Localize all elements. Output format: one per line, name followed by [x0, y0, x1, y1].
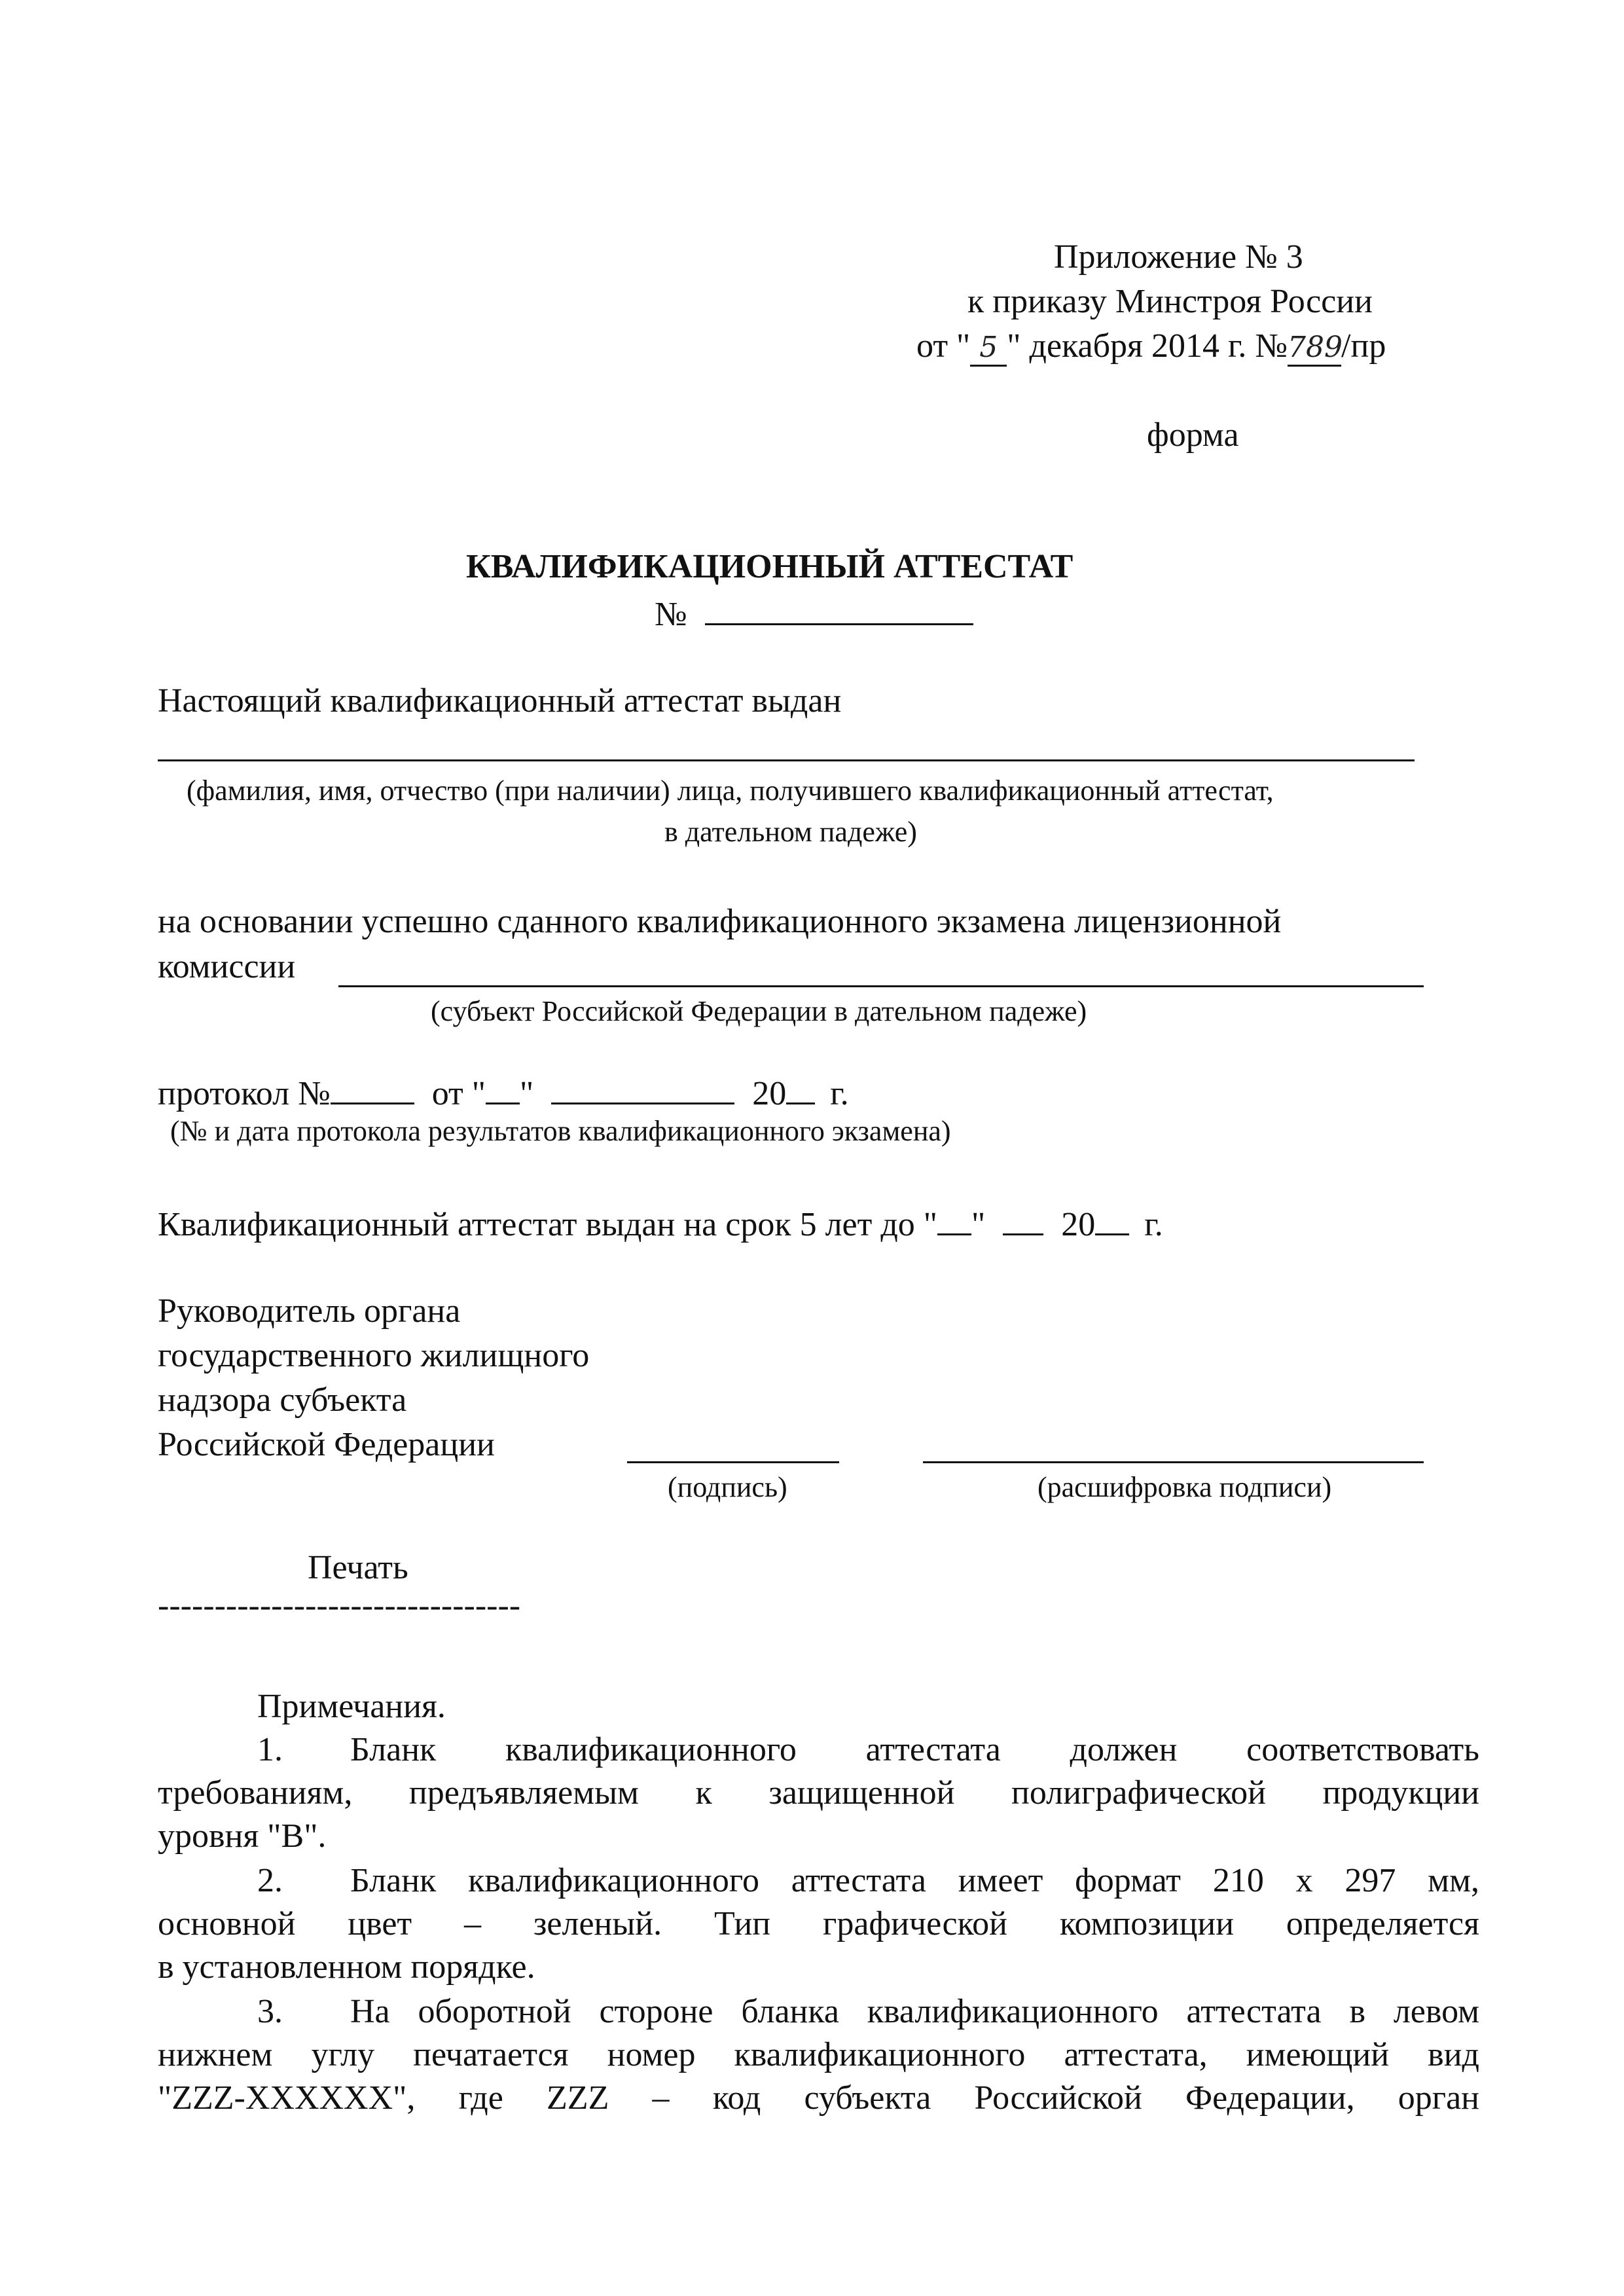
- order-number-handwritten: 789: [1288, 331, 1341, 367]
- document-title: КВАЛИФИКАЦИОННЫЙ АТТЕСТАТ: [466, 548, 1074, 585]
- basis-line1: на основании успешно сданного квалификационного экзамена лицензионной: [158, 903, 1282, 940]
- stamp-label: Печать: [308, 1549, 408, 1586]
- appendix-label: Приложение № 3: [1054, 238, 1303, 276]
- validity-year-blank: [1095, 1201, 1129, 1235]
- order-reference: к приказу Минстроя России: [967, 283, 1373, 320]
- validity-year-suffix: г.: [1144, 1206, 1163, 1243]
- note-3-number: 3.: [257, 1993, 283, 2030]
- note-2-line1: Бланк квалификационного аттестата имеет формат 210 x 297 мм,: [350, 1862, 1479, 1899]
- protocol-from-label: от ": [431, 1075, 486, 1112]
- order-date-prefix: от ": [916, 327, 971, 365]
- protocol-hint: (№ и дата протокола результатов квалификационного экзамена): [170, 1115, 951, 1147]
- protocol-day-blank: [486, 1070, 520, 1104]
- note-3-line2: нижнем углу печатается номер квалификационного аттестата, имеющий вид: [158, 2036, 1479, 2073]
- protocol-number-label: протокол №: [158, 1075, 331, 1112]
- protocol-number-blank: [331, 1070, 414, 1104]
- signatory-line1: Руководитель органа: [158, 1292, 461, 1330]
- protocol-line: [158, 1070, 849, 1116]
- certificate-number-line: [655, 591, 973, 636]
- signature-decoding-hint: (расшифровка подписи): [1038, 1471, 1332, 1503]
- protocol-year-suffix: г.: [830, 1075, 849, 1112]
- footnote-separator: --------------------------------: [158, 1587, 521, 1624]
- note-3-line3: "ZZZ-XXXXXX", где ZZZ – код субъекта Российской Федерации, орган: [158, 2079, 1479, 2117]
- signature-blank: [627, 1461, 839, 1463]
- issued-to-text: Настоящий квалификационный аттестат выдан: [158, 682, 842, 720]
- recipient-hint-line1: (фамилия, имя, отчество (при наличии) лица, получившего квалификационный аттестат,: [187, 774, 1274, 807]
- order-date-line: [916, 325, 1386, 368]
- note-2-line3: в установленном порядке.: [158, 1948, 535, 1986]
- protocol-month-blank: [551, 1070, 734, 1104]
- validity-month-blank: [1003, 1201, 1043, 1235]
- signatory-line2: государственного жилищного: [158, 1337, 590, 1374]
- note-1-number: 1.: [257, 1731, 283, 1768]
- note-2-number: 2.: [257, 1862, 283, 1899]
- protocol-year-prefix: 20: [752, 1075, 787, 1112]
- basis-line2: комиссии: [158, 948, 296, 985]
- note-1-line2: требованиям, предъявляемым к защищенной полиграфической продукции: [158, 1774, 1479, 1812]
- note-1-line1: Бланк квалификационного аттестата должен соответствовать: [350, 1731, 1479, 1768]
- validity-quote-close: ": [971, 1206, 986, 1243]
- certificate-number-label: №: [655, 596, 687, 633]
- note-2-line2: основной цвет – зеленый. Тип графической композиции определяется: [158, 1905, 1479, 1942]
- signature-hint: (подпись): [668, 1471, 787, 1503]
- validity-year-prefix: 20: [1061, 1206, 1096, 1243]
- commission-hint: (субъект Российской Федерации в дательном падеже): [431, 995, 1087, 1027]
- validity-text: Квалификационный аттестат выдан на срок 5 лет до ": [158, 1206, 938, 1243]
- order-date-mid: " декабря 2014 г. №: [1007, 327, 1288, 365]
- note-1-line3: уровня "В".: [158, 1817, 327, 1855]
- protocol-year-blank: [786, 1070, 815, 1104]
- form-label: форма: [1147, 416, 1239, 454]
- signatory-line3: надзора субъекта: [158, 1381, 407, 1419]
- validity-day-blank: [937, 1201, 971, 1235]
- order-number-suffix: /пр: [1341, 327, 1386, 365]
- recipient-name-blank: [158, 759, 1415, 761]
- validity-line: [158, 1201, 1163, 1247]
- commission-subject-blank: [338, 985, 1424, 987]
- signatory-line4: Российской Федерации: [158, 1426, 495, 1463]
- recipient-hint-line2: в дательном падеже): [664, 816, 917, 848]
- note-3-line1: На оборотной стороне бланка квалификационного аттестата в левом: [350, 1993, 1479, 2030]
- signature-decoding-blank: [923, 1461, 1424, 1463]
- order-day-handwritten: 5: [970, 331, 1007, 367]
- certificate-number-blank: [705, 591, 973, 625]
- protocol-quote-close: ": [519, 1075, 534, 1112]
- notes-heading: Примечания.: [257, 1688, 446, 1725]
